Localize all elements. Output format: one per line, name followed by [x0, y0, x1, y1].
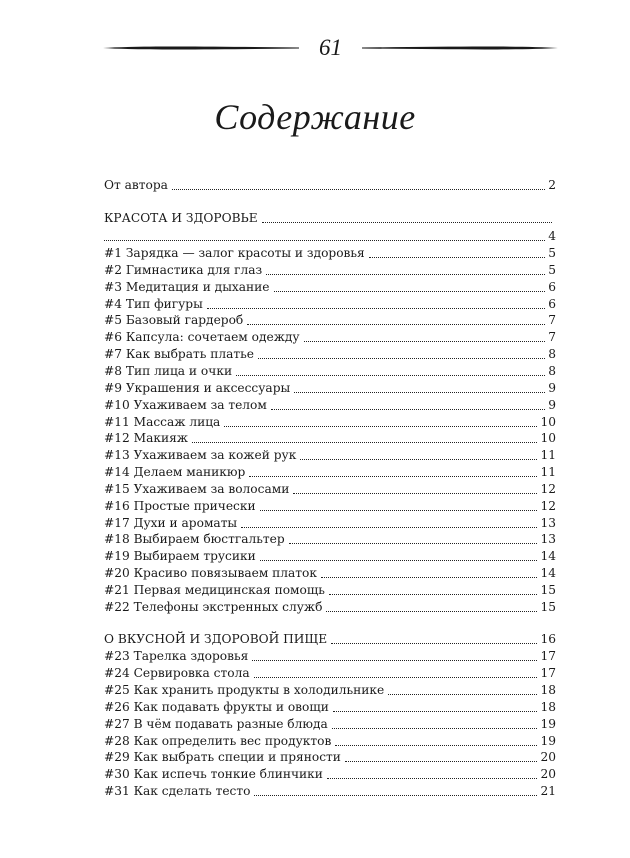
toc-entry-label: #4 Тип фигуры [104, 296, 203, 311]
toc-entry-label: #22 Телефоны экстренных служб [104, 599, 323, 614]
toc-section-heading-page: 16 [540, 632, 556, 646]
toc-entry-label: #26 Как подавать фрукты и овощи [104, 699, 329, 714]
toc-entry-page: 11 [540, 448, 556, 463]
toc-section-heading-page: 4 [548, 229, 556, 243]
toc-entry[interactable] [104, 481, 556, 498]
dot-leader [247, 324, 545, 325]
toc-entry-label: #3 Медитация и дыхание [104, 279, 270, 294]
dot-leader [260, 510, 538, 511]
toc-entry-page: 12 [540, 481, 556, 496]
dot-leader [294, 392, 545, 393]
toc-entry[interactable] [104, 498, 556, 515]
toc-entry[interactable] [104, 766, 556, 783]
toc-entry-page: 14 [540, 566, 556, 581]
toc-entry[interactable] [104, 548, 556, 565]
toc-entry[interactable] [104, 749, 556, 766]
toc-entry-page: 7 [548, 313, 556, 328]
toc-entry-page: 11 [540, 465, 556, 480]
toc-entry[interactable] [104, 531, 556, 548]
dot-leader [327, 778, 538, 779]
dot-leader [249, 476, 537, 477]
toc-entry-page: 2 [548, 178, 556, 192]
dot-leader [369, 257, 545, 258]
toc-entry[interactable] [104, 733, 556, 750]
toc-entry-page: 8 [548, 347, 556, 362]
toc-entry-label: #19 Выбираем трусики [104, 549, 256, 564]
toc-entry-label: #5 Базовый гардероб [104, 313, 244, 328]
toc-entry[interactable] [104, 430, 556, 447]
toc-entry-label: #13 Ухаживаем за кожей рук [104, 448, 297, 463]
toc-entry-page: 19 [540, 733, 556, 748]
toc-entry[interactable] [104, 363, 556, 380]
dot-leader [258, 358, 545, 359]
page-title: Содержание [214, 97, 416, 137]
toc-entry-label: #31 Как сделать тесто [104, 784, 251, 799]
dot-leader [388, 694, 537, 695]
toc-entry-label: От автора [104, 178, 168, 192]
toc-entry-page: 21 [540, 784, 556, 799]
toc-entry[interactable] [104, 699, 556, 716]
toc-entry[interactable] [104, 329, 556, 346]
toc-entry-label: #7 Как выбрать платье [104, 347, 254, 362]
dot-leader [321, 577, 537, 578]
toc-entry[interactable] [104, 245, 556, 262]
toc-entry[interactable] [104, 380, 556, 397]
toc-entry[interactable] [104, 599, 556, 616]
dot-leader [192, 442, 538, 443]
toc-entry[interactable] [104, 716, 556, 733]
dot-leader [332, 728, 538, 729]
toc-entry-label: #1 Зарядка — залог красоты и здоровья [104, 246, 365, 260]
toc-entry-label: #20 Красиво повязываем платок [104, 566, 317, 581]
toc-entry-label: #10 Ухаживаем за телом [104, 397, 267, 412]
dot-leader [241, 527, 537, 528]
dot-leader [104, 240, 545, 241]
toc-entry[interactable] [104, 565, 556, 582]
dot-leader [304, 341, 546, 342]
toc-entry-label: #15 Ухаживаем за волосами [104, 481, 290, 496]
dot-leader [300, 459, 537, 460]
toc-entry-page: 15 [540, 583, 556, 597]
toc-entry-label: #17 Духи и ароматы [104, 515, 238, 530]
dot-leader [293, 493, 537, 494]
dot-leader [333, 711, 538, 712]
toc-entry-page: 5 [548, 246, 556, 260]
dot-leader [236, 375, 545, 376]
toc-entry-page: 19 [540, 716, 556, 731]
dot-leader [254, 677, 538, 678]
toc-entry[interactable] [104, 397, 556, 414]
toc-entry-page: 12 [540, 498, 556, 513]
toc-section-heading-label: КРАСОТА И ЗДОРОВЬЕ [104, 211, 258, 225]
toc-entry[interactable] [104, 783, 556, 800]
dot-leader [207, 308, 545, 309]
dot-leader [254, 795, 537, 796]
toc-entry-label: #28 Как определить вес продуктов [104, 733, 332, 748]
dot-leader [335, 745, 537, 746]
toc-entry-page: 6 [548, 296, 556, 311]
toc-entry-label: #6 Капсула: сочетаем одежду [104, 330, 300, 345]
toc-entry-page: 18 [540, 699, 556, 714]
dot-leader [329, 594, 538, 595]
toc-entry-label: #14 Делаем маникюр [104, 465, 246, 480]
toc-section-heading-continuation [104, 228, 556, 245]
dot-leader [345, 761, 538, 762]
toc-entry-label: #12 Макияж [104, 431, 188, 446]
toc-entry-page: 17 [540, 649, 556, 663]
toc-entry[interactable] [104, 648, 556, 665]
dot-leader [266, 274, 545, 275]
toc-entry-label: #16 Простые прически [104, 498, 256, 513]
toc-entry-label: #27 В чём подавать разные блюда [104, 716, 328, 731]
toc-entry[interactable] [104, 262, 556, 279]
page-header [103, 36, 558, 60]
toc-entry-label: #2 Гимнастика для глаз [104, 262, 263, 277]
toc-section-heading[interactable] [104, 210, 552, 227]
toc-entry-label: #21 Первая медицинская помощь [104, 583, 325, 597]
toc-entry-page: 9 [548, 380, 556, 395]
toc-entry-page: 10 [540, 414, 556, 429]
toc-entry[interactable] [104, 346, 556, 363]
toc-entry[interactable] [104, 177, 556, 194]
toc-entry-page: 9 [548, 397, 556, 412]
toc-entry-label: #11 Массаж лица [104, 414, 221, 429]
toc-entry-page: 20 [540, 767, 556, 782]
toc-entry[interactable] [104, 447, 556, 464]
dot-leader [331, 643, 537, 644]
toc-entry[interactable] [104, 682, 556, 699]
dot-leader [224, 426, 537, 427]
dot-leader [271, 409, 545, 410]
toc-section-heading-label: О ВКУСНОЙ И ЗДОРОВОЙ ПИЩЕ [104, 632, 328, 646]
dot-leader [289, 543, 538, 544]
dot-leader [252, 660, 537, 661]
toc-entry[interactable] [104, 582, 556, 599]
toc-entry-page: 18 [540, 682, 556, 697]
dot-leader [326, 611, 537, 612]
toc-entry[interactable] [104, 312, 556, 329]
toc-entry[interactable] [104, 515, 556, 532]
toc-entry-page: 8 [548, 363, 556, 378]
dot-leader [274, 291, 546, 292]
toc-entry-label: #23 Тарелка здоровья [104, 649, 249, 663]
toc-entry[interactable] [104, 279, 556, 296]
toc-entry-page: 7 [548, 330, 556, 345]
toc-entry-label: #29 Как выбрать специи и пряности [104, 750, 341, 765]
toc-entry-label: #25 Как хранить продукты в холодильнике [104, 682, 385, 697]
toc-entry-page: 6 [548, 279, 556, 294]
toc-entry-page: 10 [540, 431, 556, 446]
toc-entry-label: #30 Как испечь тонкие блинчики [104, 767, 323, 782]
toc-entry-page: 13 [540, 515, 556, 530]
toc-entry[interactable] [104, 414, 556, 431]
toc-entry-label: #9 Украшения и аксессуары [104, 380, 291, 395]
toc-entry-page: 20 [540, 750, 556, 765]
toc-section-heading[interactable] [104, 631, 556, 648]
toc-entry-page: 17 [540, 665, 556, 680]
toc-entry-page: 14 [540, 549, 556, 564]
dot-leader [262, 222, 552, 223]
toc-entry[interactable] [104, 464, 556, 481]
toc-entry[interactable] [104, 665, 556, 682]
toc-entry-label: #8 Тип лица и очки [104, 363, 233, 378]
toc-entry-page: 5 [548, 262, 556, 277]
toc-entry-page: 13 [540, 532, 556, 547]
dot-leader [260, 560, 538, 561]
page-number: 61 [319, 35, 342, 60]
toc-entry-page: 15 [540, 599, 556, 614]
toc-entry-label: #18 Выбираем бюстгальтер [104, 532, 285, 547]
toc-entry-label: #24 Сервировка стола [104, 665, 250, 680]
dot-leader [172, 189, 545, 190]
toc-entry[interactable] [104, 296, 556, 313]
